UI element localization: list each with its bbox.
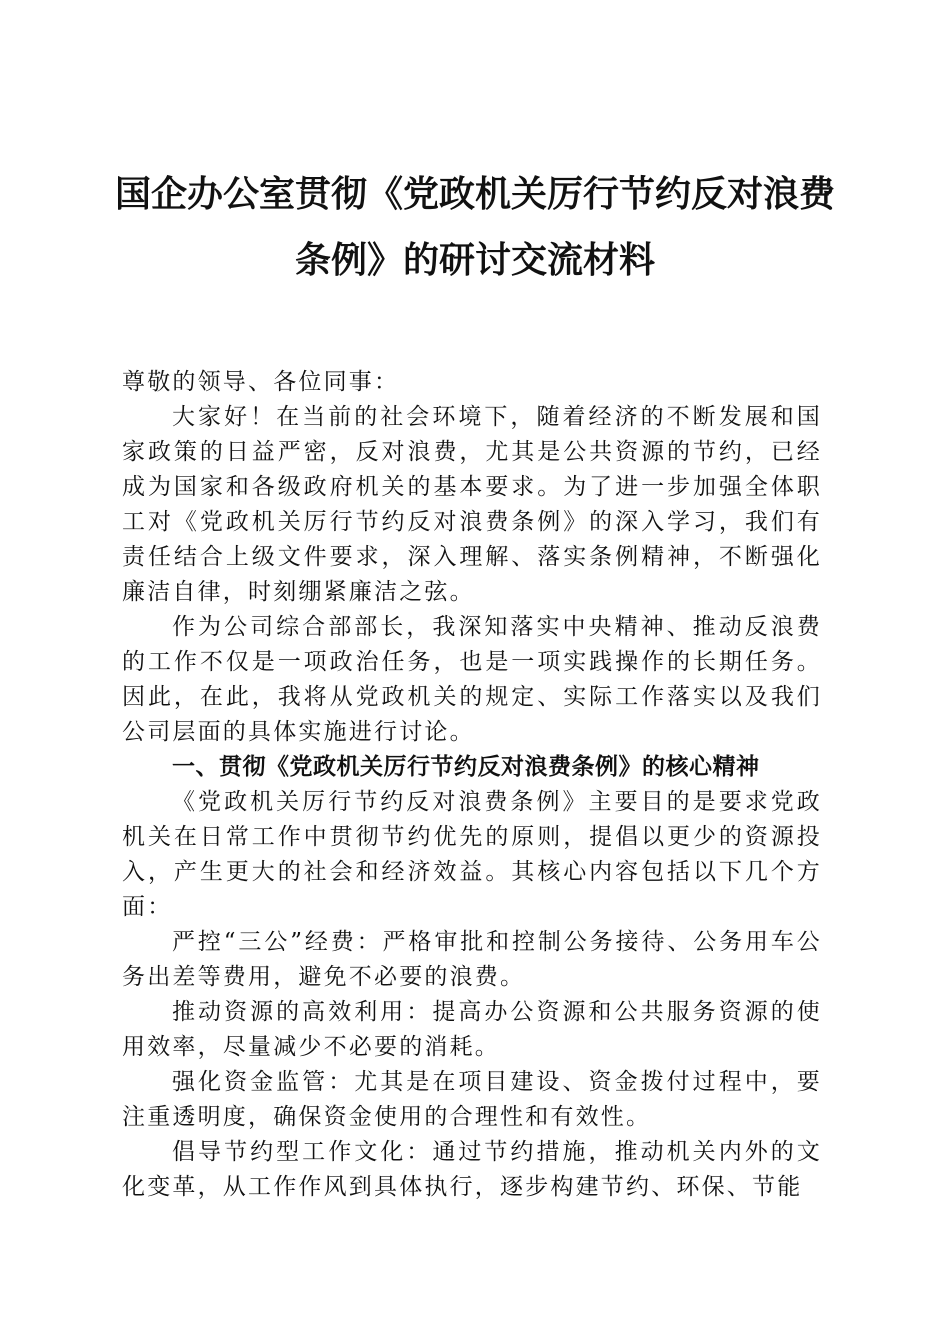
paragraph-resource-efficiency: 推动资源的高效利用：提高办公资源和公共服务资源的使用效率，尽量减少不必要的消耗。	[122, 999, 822, 1060]
document-title-line-2: 条例》的研讨交流材料	[294, 239, 655, 281]
document-body	[122, 365, 822, 1205]
document-title-line-1: 国企办公室贯彻《党政机关厉行节约反对浪费	[114, 173, 835, 215]
paragraph-core-spirit: 《党政机关厉行节约反对浪费条例》主要目的是要求党政机关在日常工作中贯彻节约优先的原则，提倡以更少的资源投入，产生更大的社会和经济效益。其核心内容包括以下几个方面：	[122, 789, 822, 920]
paragraph-three-public-expenses: 严控“三公”经费：严格审批和控制公务接待、公务用车公务出差等费用，避免不必要的浪费。	[122, 929, 822, 990]
paragraph-fund-supervision: 强化资金监管：尤其是在项目建设、资金拨付过程中，要注重透明度，确保资金使用的合理性和有效性。	[122, 1069, 822, 1130]
paragraph-greeting: 大家好！在当前的社会环境下，随着经济的不断发展和国家政策的日益严密，反对浪费，尤其是公共资源的节约，已经成为国家和各级政府机关的基本要求。为了进一步加强全体职工对《党政机关厉行节约反对浪费条例》的深入学习，我们有责任结合上级文件要求，深入理解、落实条例精神，不断强化廉洁自律，时刻绷紧廉洁之弦。	[122, 404, 822, 605]
paragraph-intro: 作为公司综合部部长，我深知落实中央精神、推动反浪费的工作不仅是一项政治任务，也是一项实践操作的长期任务。因此，在此，我将从党政机关的规定、实际工作落实以及我们公司层面的具体实施进行讨论。	[122, 614, 822, 745]
paragraph-frugal-culture: 倡导节约型工作文化：通过节约措施，推动机关内外的文化变革，从工作作风到具体执行，逐步构建节约、环保、节能	[122, 1139, 822, 1200]
salutation: 尊敬的领导、各位同事：	[122, 369, 400, 395]
section-heading-1: 一、贯彻《党政机关厉行节约反对浪费条例》的核心精神	[172, 754, 760, 780]
